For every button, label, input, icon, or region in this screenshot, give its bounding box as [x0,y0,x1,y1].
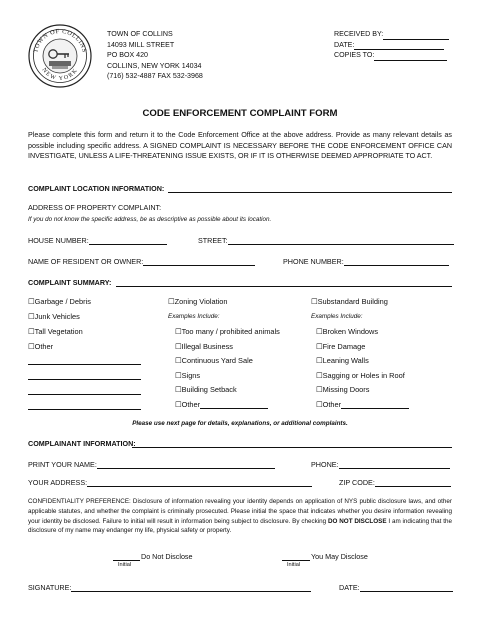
signature-label: SIGNATURE: [28,583,72,592]
check-tall-vegetation[interactable]: ☐Tall Vegetation [28,327,83,336]
town-street: 14093 MILL STREET [107,40,175,49]
other-3-field[interactable] [341,400,409,409]
form-title: CODE ENFORCEMENT COMPLAINT FORM [142,108,338,119]
check-prohibited-animals[interactable]: ☐Too many / prohibited animals [175,327,280,336]
check-building-setback[interactable]: ☐Building Setback [175,385,237,394]
check-fire-damage[interactable]: ☐Fire Damage [316,342,366,351]
zoning-examples-label: Examples Include: [168,313,220,320]
street-label: STREET: [198,236,228,245]
check-missing-doors[interactable]: ☐Missing Doors [316,385,370,394]
print-name-label: PRINT YOUR NAME: [28,460,97,469]
town-phone-fax: (716) 532-4887 FAX 532-3968 [107,72,203,81]
other-line-3[interactable] [28,394,141,395]
complainant-heading-line [132,447,452,448]
town-city-state: COLLINS, NEW YORK 14034 [107,61,202,70]
seal-top-text: TOWN OF COLLINS [32,27,88,54]
check-leaning-walls[interactable]: ☐Leaning Walls [316,356,369,365]
office-use-block [334,29,449,61]
may-disclose-label: You May Disclose [311,552,368,561]
location-phone-label: PHONE NUMBER: [283,257,344,266]
signature-field[interactable] [71,583,311,592]
check-yard-sale[interactable]: ☐Continuous Yard Sale [175,356,253,365]
resident-owner-field[interactable] [143,257,255,266]
signature-date-field[interactable] [360,583,453,592]
check-broken-windows[interactable]: ☐Broken Windows [316,327,379,336]
complainant-phone-field[interactable] [339,460,450,469]
check-other-1[interactable]: ☐Other [28,342,54,351]
summary-heading: COMPLAINT SUMMARY: [28,278,112,287]
check-other-2[interactable] [175,400,268,409]
other-line-1[interactable] [28,364,141,365]
check-substandard-building[interactable]: ☐Substandard Building [311,297,388,306]
resident-owner-label: NAME OF RESIDENT OR OWNER: [28,257,144,266]
zip-code-label: ZIP CODE: [339,478,375,487]
your-address-field[interactable] [87,478,312,487]
location-heading-text: COMPLAINT LOCATION INFORMATION: [28,184,165,193]
check-junk-vehicles[interactable]: ☐Junk Vehicles [28,312,80,321]
location-heading [28,184,164,193]
check-illegal-business[interactable]: ☐Illegal Business [175,342,233,351]
office-date-label: DATE: [334,40,355,49]
other-line-2[interactable] [28,379,141,380]
building-examples-label: Examples Include: [311,313,363,320]
check-garbage-debris[interactable]: ☐Garbage / Debris [28,297,91,306]
print-name-field[interactable] [97,460,275,469]
check-signs[interactable]: ☐Signs [175,371,201,380]
other-line-4[interactable] [28,409,141,410]
check-sagging-roof[interactable]: ☐Sagging or Holes in Roof [316,371,405,380]
summary-heading-line [116,286,452,287]
town-seal-logo [28,24,92,88]
copies-to-field[interactable] [374,52,447,61]
check-zoning-violation[interactable]: ☐Zoning Violation [168,297,228,306]
confidentiality-lead: CONFIDENTIALITY PREFERENCE: [28,498,131,505]
check-other-3[interactable] [316,400,409,409]
location-heading-line [168,192,452,193]
confidentiality-text-1: Disclosure of information revealing your identity depends on application of NYS public disclosure laws, and other applicable statutes, and whether the complaint is criminally prosecuted. Please initial the space that indicates whether you desire information revealing your identity be disclosed. Failure to initial will result in information being subject to disclosure. By checking [28,498,452,525]
office-date-field[interactable] [354,41,444,50]
street-field[interactable] [228,236,454,245]
other-2-label: ☐Other [175,400,201,409]
signature-date-label: DATE: [339,583,360,592]
your-address-label: YOUR ADDRESS: [28,478,88,487]
copies-to-label: COPIES TO: [334,51,375,60]
house-number-field[interactable] [89,236,167,245]
initial-label-1: Initial [118,562,132,568]
initial-label-2: Initial [287,562,301,568]
do-not-disclose-label: Do Not Disclose [141,552,193,561]
house-number-label: HOUSE NUMBER: [28,236,89,245]
received-by-label: RECEIVED BY: [334,30,384,38]
town-address-block [107,29,203,82]
intro-paragraph: Please complete this form and return it to the Code Enforcement Office at the above address. Provide as many relevant details as possible including specific address. A SIGNED COMPLAINT IS NECESSARY BEFORE THE CODE ENFORCEMENT OFFICE CAN INVESTIGATE, UNLESS A LIFE-THREATENING ISSUE EXISTS, OR IF IT IS OTHERWISE DEEMED APPROPRIATE TO ACT. [28,131,452,161]
next-page-note: Please use next page for details, explanations, or additional complaints. [132,420,348,427]
received-by-field[interactable] [383,31,449,40]
address-label: ADDRESS OF PROPERTY COMPLAINT: [28,203,162,212]
other-3-label: ☐Other [316,400,342,409]
zip-code-field[interactable] [375,478,451,487]
seal-bottom-text: NEW YORK [40,67,80,83]
location-phone-field[interactable] [344,257,449,266]
do-not-disclose-initial-field[interactable] [113,560,140,561]
may-disclose-initial-field[interactable] [282,560,310,561]
complainant-phone-label: PHONE: [311,460,339,469]
other-2-field[interactable] [200,400,268,409]
town-po-box: PO BOX 420 [107,51,149,60]
confidentiality-bold: DO NOT DISCLOSE [328,517,387,525]
complainant-heading: COMPLAINANT INFORMATION: [28,439,136,448]
town-name: TOWN OF COLLINS [107,30,173,38]
confidentiality-text-2: I am indicating that the disclosure of my name may endanger my life, physical safety or property. [28,517,452,535]
address-hint: If you do not know the specific address, be as descriptive as possible about its location. [28,216,272,223]
confidentiality-paragraph [28,497,452,536]
